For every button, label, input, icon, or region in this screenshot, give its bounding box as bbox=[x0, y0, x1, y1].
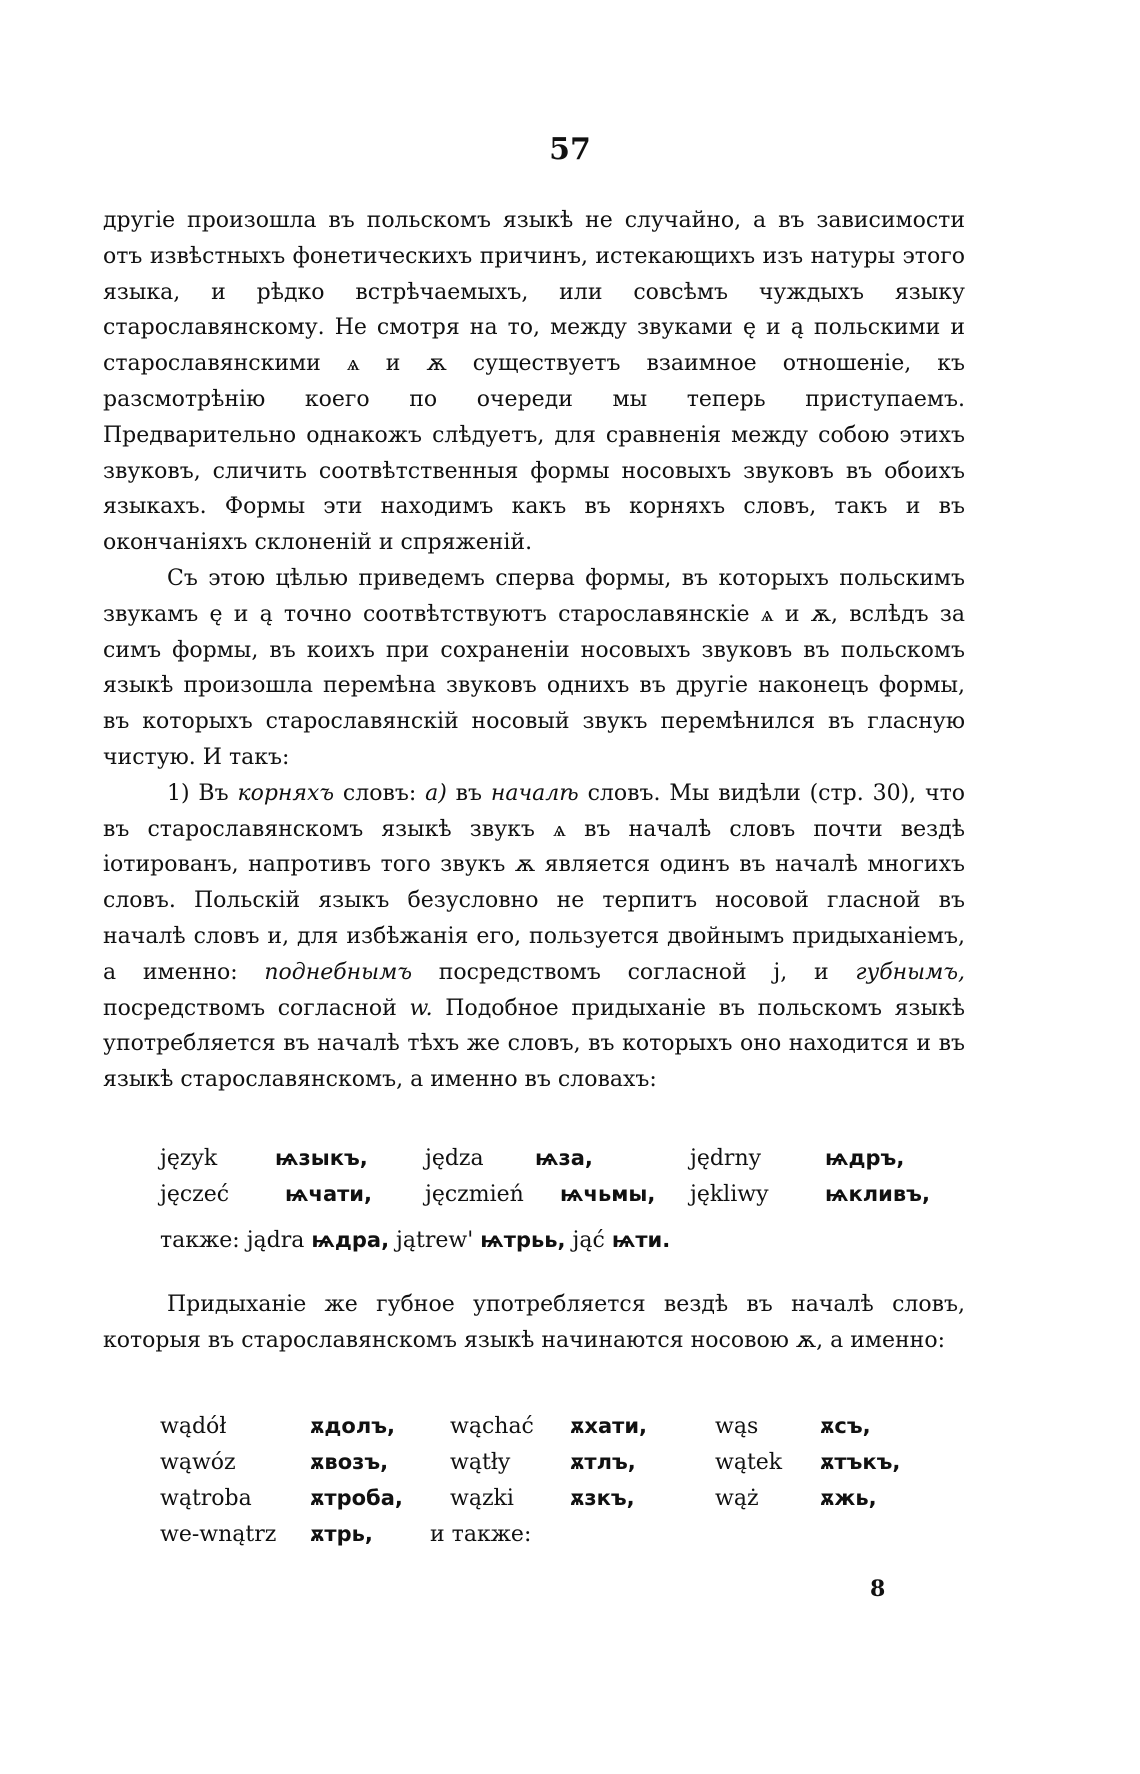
para3-italic: а) bbox=[425, 780, 447, 806]
also-text: и также: bbox=[430, 1522, 532, 1547]
polish-word: wątek bbox=[715, 1450, 783, 1475]
para3-text: посредствомъ согласной bbox=[103, 995, 410, 1021]
slavonic-word: ѩдра, bbox=[311, 1228, 390, 1252]
polish-word: jękliwy bbox=[690, 1182, 769, 1207]
also-line-text bbox=[160, 1228, 670, 1253]
slavonic-word: ѩза, bbox=[535, 1146, 593, 1170]
main-text-2 bbox=[103, 1287, 965, 1359]
slavonic-word: ѩкливъ, bbox=[825, 1182, 930, 1206]
slavonic-word: ѫтроба, bbox=[310, 1486, 403, 1510]
polish-word: jąć bbox=[572, 1228, 605, 1253]
polish-word: jądra bbox=[246, 1228, 305, 1253]
polish-word: jęczeć bbox=[160, 1182, 230, 1207]
polish-word: język bbox=[160, 1146, 218, 1171]
slavonic-word: ѫсъ, bbox=[820, 1414, 871, 1438]
slavonic-word: ѫжь, bbox=[820, 1486, 877, 1510]
example-row bbox=[160, 1146, 980, 1182]
para3-italic: корняхъ bbox=[237, 780, 335, 806]
paragraph-2: Съ этою цѣлью приведемъ сперва формы, въ которыхъ польскимъ звукамъ ę и ą точно соотвѣтствуютъ старославянскіе ѧ и ѫ, вслѣдъ за симъ формы, въ коихъ при сохраненіи носовыхъ звуковъ въ польскомъ языкѣ произошла перемѣна звуковъ однихъ въ другіе наконецъ формы, въ которыхъ старославянскій носовый звукъ перемѣнился въ гласную чистую. И такъ: bbox=[103, 565, 965, 770]
polish-word: wątły bbox=[450, 1450, 511, 1475]
polish-word: wądół bbox=[160, 1414, 227, 1439]
main-text bbox=[103, 203, 965, 1098]
example-row bbox=[160, 1182, 980, 1218]
para3-italic: поднебнымъ bbox=[264, 959, 412, 985]
polish-word: wątroba bbox=[160, 1486, 252, 1511]
polish-word: wąchać bbox=[450, 1414, 534, 1439]
polish-word: wązki bbox=[450, 1486, 514, 1511]
slavonic-word: ѩтрьь, bbox=[480, 1228, 566, 1252]
slavonic-word: ѩчьмы, bbox=[560, 1182, 656, 1206]
slavonic-word: ѩдръ, bbox=[825, 1146, 905, 1170]
para3-text: Подобное придыханіе въ польскомъ языкѣ употребляется въ началѣ тѣхъ же словъ, въ которыхъ оно находится и въ языкѣ старославянскомъ, а именно въ словахъ: bbox=[103, 995, 965, 1093]
polish-word: jędza bbox=[425, 1146, 484, 1171]
examples-jotated bbox=[160, 1146, 980, 1264]
para3-text: словъ. Мы видѣли (стр. 30), что въ старославянскомъ языкѣ звукъ ѧ въ началѣ словъ почти вездѣ іотированъ, напротивъ того звукъ ѫ является одинъ въ началѣ многихъ словъ. Польскій языкъ безусловно не терпитъ носовой гласной въ началѣ словъ и, для избѣжанія его, пользуется двойнымъ придыханіемъ, а именно: bbox=[103, 780, 965, 985]
polish-word: we-wnątrz bbox=[160, 1522, 277, 1547]
slavonic-word: ѩзыкъ, bbox=[275, 1146, 368, 1170]
para3-text: посредствомъ согласной j, и bbox=[412, 959, 856, 985]
slavonic-word: ѫдолъ, bbox=[310, 1414, 395, 1438]
example-row bbox=[160, 1486, 980, 1522]
slavonic-word: ѫхати, bbox=[570, 1414, 648, 1438]
example-row bbox=[160, 1414, 980, 1450]
para3-text: словъ: bbox=[334, 780, 426, 806]
para3-text: въ bbox=[446, 780, 491, 806]
para3-text: 1) Въ bbox=[167, 780, 238, 806]
slavonic-word: ѫтлъ, bbox=[570, 1450, 636, 1474]
polish-word: jątrew' bbox=[396, 1228, 474, 1253]
polish-word: jędrny bbox=[690, 1146, 762, 1171]
signature-mark: 8 bbox=[870, 1576, 886, 1602]
slavonic-word: ѫтрь, bbox=[310, 1522, 373, 1546]
paragraph-1: другіе произошла въ польскомъ языкѣ не случайно, а въ зависимости отъ извѣстныхъ фонетическихъ причинъ, истекающихъ изъ натуры этого языка, и рѣдко встрѣчаемыхъ, или совсѣмъ чуждыхъ языку старославянскому. Не смотря на то, между звуками ę и ą польскими и старославянскими ѧ и ѫ существуетъ взаимное отношеніе, къ разсмотрѣнію коего по очереди мы теперь приступаемъ. Предварительно однакожъ слѣдуетъ, для сравненія между собою этихъ звуковъ, сличить соотвѣтственныя формы носовыхъ звуковъ въ обоихъ языкахъ. Формы эти находимъ какъ въ корняхъ словъ, такъ и въ окончаніяхъ склоненій и спряженій. bbox=[103, 208, 965, 556]
slavonic-word: ѫзкъ, bbox=[570, 1486, 635, 1510]
para3-italic: началѣ bbox=[490, 780, 579, 806]
example-row bbox=[160, 1522, 980, 1558]
examples-labial bbox=[160, 1414, 980, 1558]
slavonic-word: ѫтъкъ, bbox=[820, 1450, 901, 1474]
example-row bbox=[160, 1450, 980, 1486]
para3-italic: губнымъ, bbox=[855, 959, 965, 985]
para3-italic: w. bbox=[409, 995, 433, 1021]
paragraph-3 bbox=[103, 776, 965, 1098]
polish-word: jęczmień bbox=[425, 1182, 524, 1207]
polish-word: wąs bbox=[715, 1414, 759, 1439]
slavonic-word: ѩчати, bbox=[285, 1182, 372, 1206]
slavonic-word: ѫвозъ, bbox=[310, 1450, 389, 1474]
polish-word: wąwóz bbox=[160, 1450, 236, 1475]
also-line bbox=[160, 1228, 980, 1264]
also-prefix: также: bbox=[160, 1228, 247, 1253]
page-number: 57 bbox=[549, 132, 591, 167]
polish-word: wąż bbox=[715, 1486, 759, 1511]
slavonic-word: ѩти. bbox=[611, 1228, 671, 1252]
paragraph-4: Придыханіе же губное употребляется вездѣ въ началѣ словъ, которыя въ старославянскомъ языкѣ начинаются носовою ѫ, а именно: bbox=[103, 1292, 965, 1353]
